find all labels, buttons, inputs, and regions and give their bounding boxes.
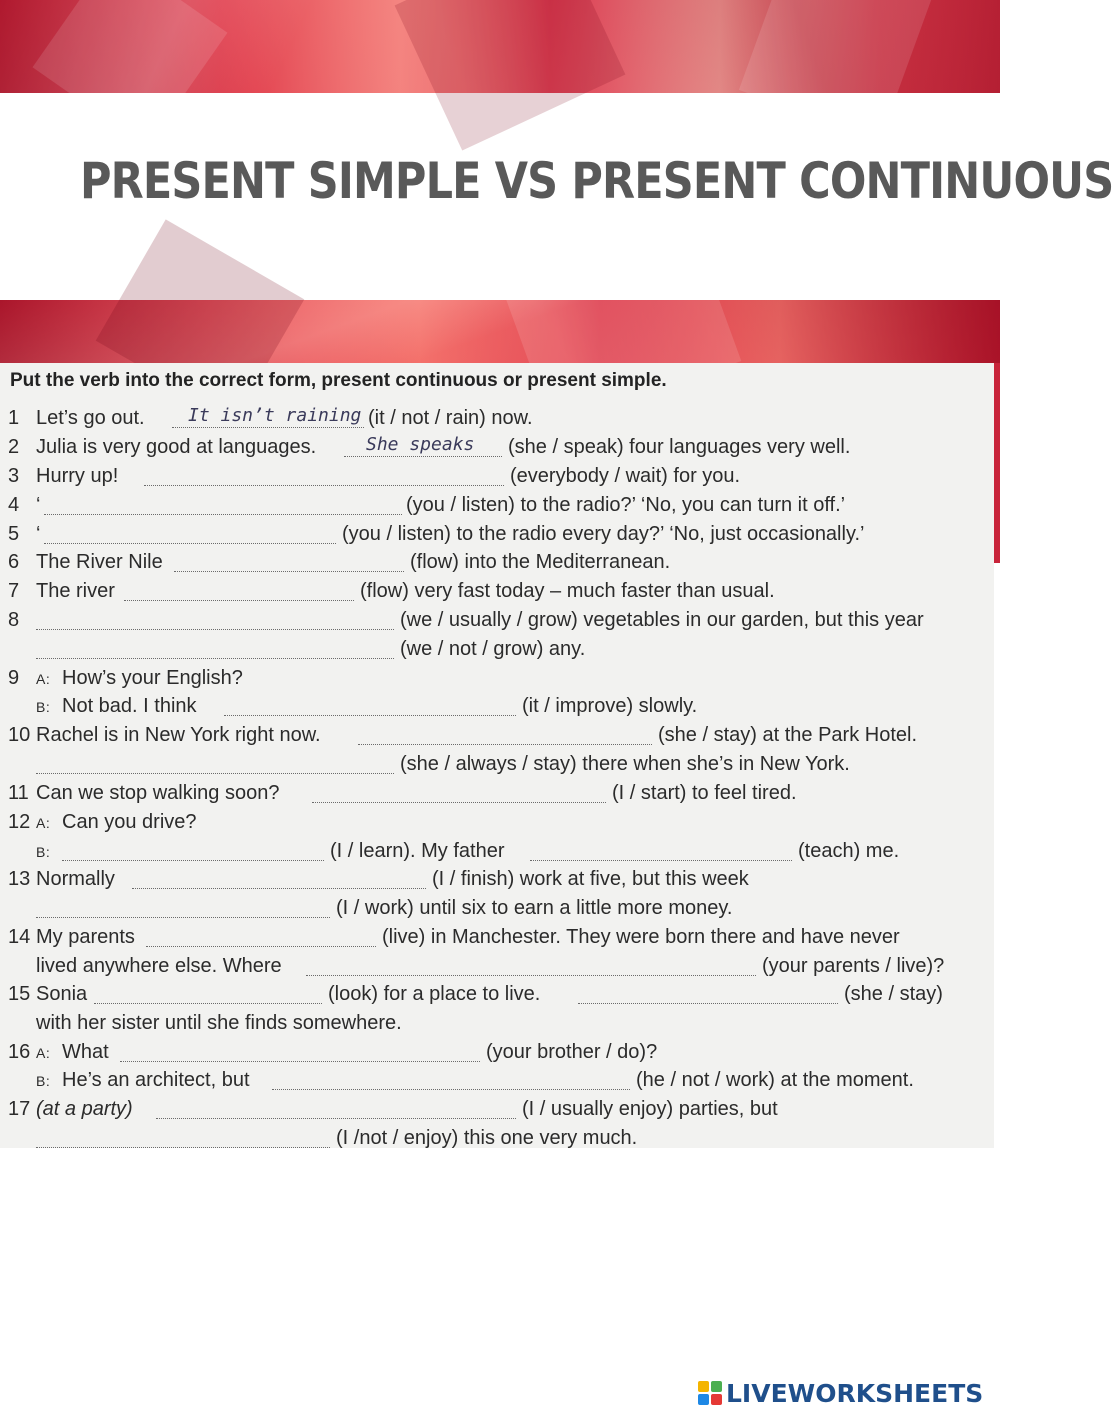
logo-wordmark: LIVEWORKSHEETS [726, 1378, 984, 1408]
prompt-text: He’s an architect, but [62, 1069, 250, 1091]
prompt-text: What [62, 1041, 109, 1063]
verb-hint: (we / not / grow) any. [400, 638, 586, 660]
verb-hint: (you / listen) to the radio every day?’ ‘No, just occasionally.’ [342, 523, 865, 545]
verb-hint: (everybody / wait) for you. [510, 465, 741, 487]
exercise-item-1 [0, 405, 994, 433]
exercise-item-12 [0, 809, 994, 837]
exercise-item-8-cont [0, 636, 994, 664]
prompt-text: Let’s go out. [36, 407, 145, 429]
verb-hint: (we / usually / grow) vegetables in our garden, but this year [400, 609, 924, 631]
answer-blank[interactable] [358, 744, 652, 745]
band-facet [739, 0, 931, 141]
exercise-item-13-cont [0, 895, 994, 923]
exercise-item-9-reply [0, 693, 994, 721]
verb-hint: (I / learn). My father [330, 840, 505, 862]
prompt-text: Rachel is in New York right now. [36, 724, 321, 746]
speaker-label: B: [36, 699, 51, 715]
exercise-item-14 [0, 924, 994, 952]
answer-blank[interactable] [44, 543, 336, 544]
exercise-item-10 [0, 722, 994, 750]
exercise-item-5 [0, 521, 994, 549]
mid-decorative-band [0, 300, 1000, 363]
item-number: 5 [8, 523, 20, 545]
prompt-text: ‘ [36, 494, 41, 516]
item-number: 1 [8, 407, 20, 429]
item-number: 2 [8, 436, 20, 458]
speaker-label: A: [36, 815, 51, 831]
verb-hint: (your parents / live)? [762, 955, 945, 977]
answer-blank[interactable] [36, 773, 394, 774]
prompt-text: The River Nile [36, 551, 163, 573]
item-number: 7 [8, 580, 20, 602]
exercise-item-7 [0, 578, 994, 606]
answer-blank[interactable] [36, 1147, 330, 1148]
verb-hint: (she / always / stay) there when she’s in New York. [400, 753, 850, 775]
answer-blank[interactable] [312, 802, 606, 803]
speaker-label: B: [36, 844, 51, 860]
exercise-item-8 [0, 607, 994, 635]
answer-blank[interactable] [94, 1003, 322, 1004]
speaker-label: B: [36, 1073, 51, 1089]
prompt-text: ‘ [36, 523, 41, 545]
liveworksheets-logo[interactable] [698, 1376, 983, 1410]
instruction-text: Put the verb into the correct form, present continuous or present simple. [10, 370, 667, 391]
exercise-item-11 [0, 780, 994, 808]
verb-hint: (it / not / rain) now. [368, 407, 533, 429]
band-facet [395, 0, 626, 151]
answer-blank[interactable] [144, 485, 504, 486]
exercise-item-13 [0, 866, 994, 894]
prompt-text: lived anywhere else. Where [36, 955, 282, 977]
verb-hint: (I /not / enjoy) this one very much. [336, 1127, 638, 1149]
answer-blank[interactable] [62, 860, 324, 861]
top-decorative-band [0, 0, 1000, 93]
exercise-item-6 [0, 549, 994, 577]
answer-blank[interactable] [124, 600, 354, 601]
prompt-text: Can we stop walking soon? [36, 782, 280, 804]
verb-hint: (I / usually enjoy) parties, but [522, 1098, 778, 1120]
verb-hint: (I / work) until six to earn a little more money. [336, 897, 733, 919]
context-text: (at a party) [36, 1098, 133, 1120]
prompt-text: Normally [36, 868, 115, 890]
item-number: 13 [8, 868, 31, 890]
verb-hint: (it / improve) slowly. [522, 695, 698, 717]
answer-blank[interactable] [272, 1089, 630, 1090]
item-number: 11 [8, 782, 29, 804]
item-number: 16 [8, 1041, 31, 1063]
verb-hint: (she / stay) at the Park Hotel. [658, 724, 917, 746]
answer-blank[interactable] [132, 888, 426, 889]
answer-blank[interactable] [146, 946, 376, 947]
answer-blank[interactable] [36, 917, 330, 918]
verb-hint: (she / stay) [844, 983, 943, 1005]
item-number: 12 [8, 811, 31, 833]
exercise-item-15-cont [0, 1010, 994, 1038]
worksheet-title: PRESENT SIMPLE VS PRESENT CONTINUOUS [80, 152, 1113, 210]
answer-blank[interactable] [174, 571, 404, 572]
exercise-item-16 [0, 1039, 994, 1067]
prompt-text: with her sister until she finds somewhere. [36, 1012, 402, 1034]
answer-blank[interactable] [578, 1003, 838, 1004]
answer-blank[interactable] [120, 1061, 480, 1062]
verb-hint: (I / start) to feel tired. [612, 782, 797, 804]
answer-blank[interactable] [306, 975, 756, 976]
item-number: 15 [8, 983, 31, 1005]
logo-grid-icon [698, 1381, 722, 1405]
item-number: 4 [8, 494, 20, 516]
item-number: 3 [8, 465, 20, 487]
speaker-label: A: [36, 1045, 51, 1061]
prompt-text: My parents [36, 926, 135, 948]
exercise-item-16-reply [0, 1067, 994, 1095]
answer-blank[interactable] [224, 715, 516, 716]
exercise-item-3 [0, 463, 994, 491]
answer-blank[interactable] [172, 427, 364, 428]
verb-hint: (she / speak) four languages very well. [508, 436, 851, 458]
answer-blank[interactable] [530, 860, 792, 861]
verb-hint: (flow) very fast today – much faster than usual. [360, 580, 775, 602]
exercise-item-4 [0, 492, 994, 520]
item-number: 17 [8, 1098, 31, 1120]
verb-hint: (teach) me. [798, 840, 900, 862]
prompt-text: Sonia [36, 983, 88, 1005]
filled-answer: It isn’t raining [188, 405, 362, 426]
filled-answer: She speaks [366, 434, 475, 455]
item-number: 9 [8, 667, 20, 689]
answer-blank[interactable] [156, 1118, 516, 1119]
answer-blank[interactable] [344, 456, 502, 457]
item-number: 14 [8, 926, 31, 948]
verb-hint: (live) in Manchester. They were born there and have never [382, 926, 900, 948]
prompt-text: Not bad. I think [62, 695, 197, 717]
prompt-text: Can you drive? [62, 811, 197, 833]
speaker-label: A: [36, 671, 51, 687]
item-number: 10 [8, 724, 31, 746]
prompt-text: Julia is very good at languages. [36, 436, 317, 458]
exercise-item-17 [0, 1096, 994, 1124]
exercise-item-2 [0, 434, 994, 462]
side-stripe [994, 363, 1000, 563]
exercise-item-14-cont [0, 953, 994, 981]
exercise-item-17-cont [0, 1125, 994, 1153]
item-number: 6 [8, 551, 20, 573]
answer-blank[interactable] [36, 658, 394, 659]
verb-hint: (I / finish) work at five, but this week [432, 868, 749, 890]
exercise-item-9 [0, 665, 994, 693]
answer-blank[interactable] [44, 514, 402, 515]
verb-hint: (he / not / work) at the moment. [636, 1069, 914, 1091]
exercise-item-10-cont [0, 751, 994, 779]
prompt-text: How’s your English? [62, 667, 243, 689]
prompt-text: The river [36, 580, 115, 602]
prompt-text: Hurry up! [36, 465, 119, 487]
band-facet [33, 0, 228, 147]
verb-hint: (your brother / do)? [486, 1041, 658, 1063]
exercise-item-12-reply [0, 838, 994, 866]
exercise-item-15 [0, 981, 994, 1009]
verb-hint: (flow) into the Mediterranean. [410, 551, 671, 573]
answer-blank[interactable] [36, 629, 394, 630]
verb-hint: (you / listen) to the radio?’ ‘No, you can turn it off.’ [406, 494, 846, 516]
item-number: 8 [8, 609, 20, 631]
verb-hint: (look) for a place to live. [328, 983, 541, 1005]
